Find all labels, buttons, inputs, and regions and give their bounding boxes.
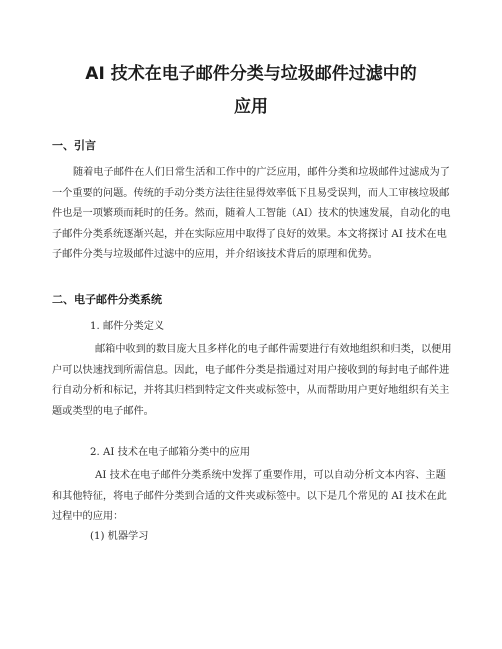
subitem-label-machine-learning: (1) 机器学习	[90, 531, 149, 542]
item-label-ai-application: 2. AI 技术在电子邮箱分类中的应用	[90, 447, 251, 458]
introduction-paragraph: 随着电子邮件在人们日常生活和工作中的广泛应用，邮件分类和垃圾邮件过滤成为了一个重要的问题。传统的手动分类方法往往显得效率低下且易受误判，而人工审核垃圾邮件也是一项繁琐而耗时的任务。然而，随着人工智能（AI）技术的快速发展，自动化的电子邮件分类系统逐渐兴起，并在实际应用中取得了良好的效果。本文将探讨 AI 技术在电子邮件分类与垃圾邮件过滤中的应用，并介绍该技术背后的原理和优势。	[52, 167, 451, 260]
ai-application-paragraph: AI 技术在电子邮件分类系统中发挥了重要作用，可以自动分析文本内容、主题和其他特征，将电子邮件分类到合适的文件夹或标签中。以下是几个常见的 AI 技术在此过程中的应用：	[52, 470, 447, 522]
item-label-classification-definition: 1. 邮件分类定义	[90, 321, 165, 332]
section-heading-email-classification: 二、电子邮件分类系统	[52, 293, 162, 306]
document-title-line-1: AI 技术在电子邮件分类与垃圾邮件过滤中的	[85, 64, 417, 84]
document-title-line-2: 应用	[234, 97, 268, 117]
section-heading-introduction: 一、引言	[52, 139, 96, 152]
classification-definition-paragraph: 邮箱中收到的数目庞大且多样化的电子邮件需要进行有效地组织和归类，以便用户可以快速找到所需信息。因此，电子邮件分类是指通过对用户接收到的每封电子邮件进行自动分析和标记，并将其归档到特定文件夹或标签中，从而帮助用户更好地组织有关主题或类型的电子邮件。	[52, 344, 452, 417]
